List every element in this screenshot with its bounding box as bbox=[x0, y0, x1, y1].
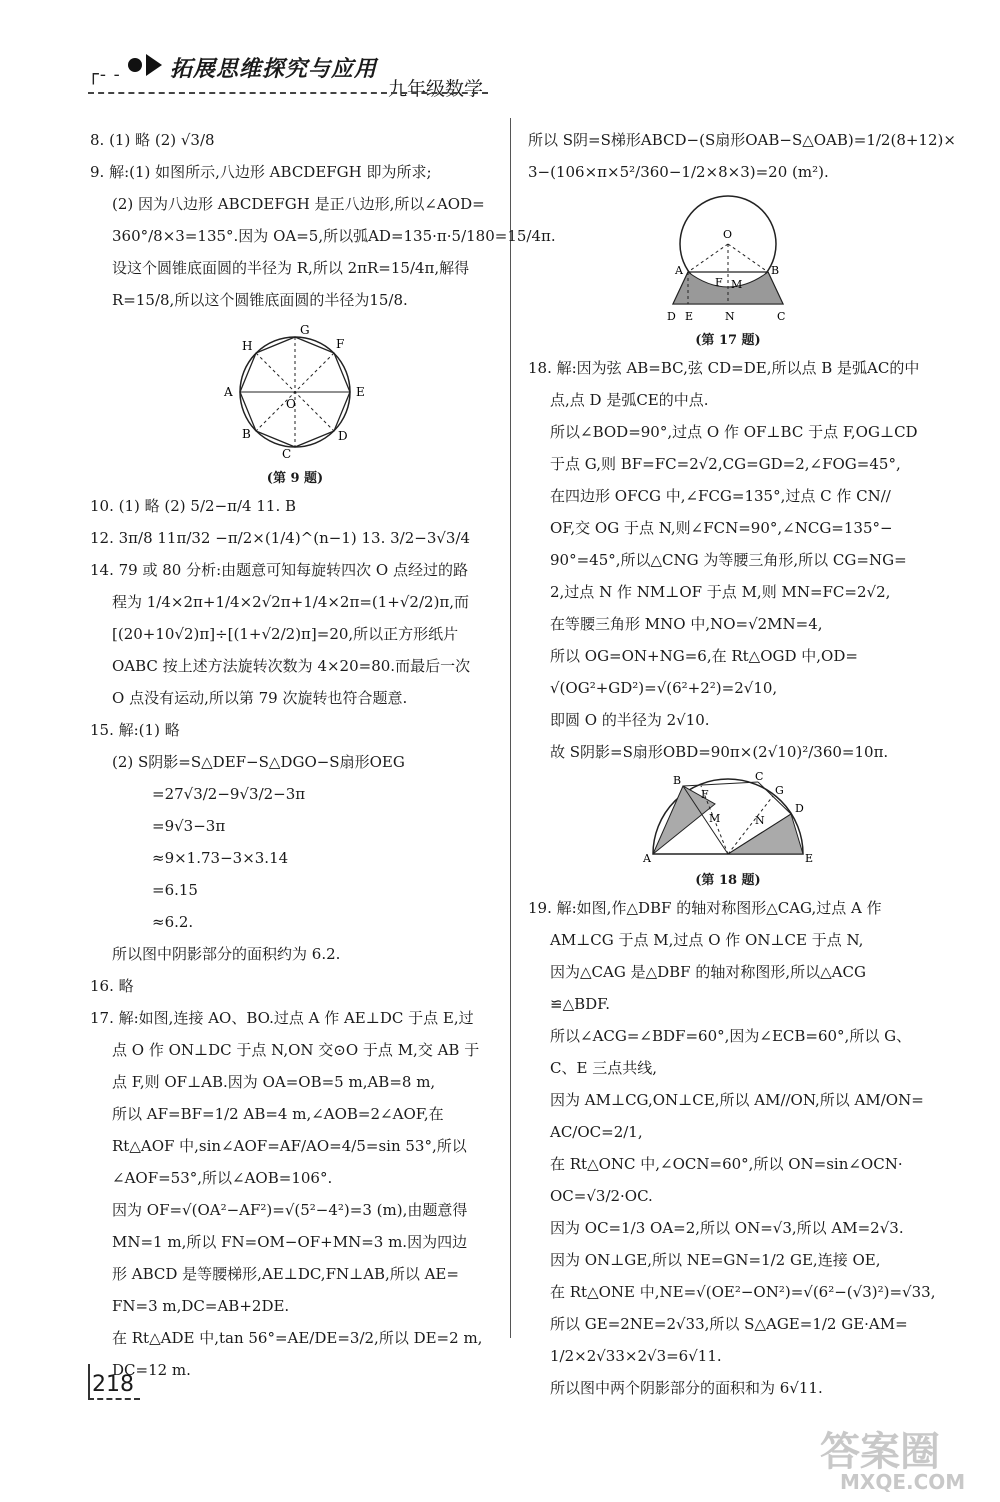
label-m: M bbox=[731, 278, 743, 291]
label-e: E bbox=[685, 310, 694, 323]
text-line: OF,交 OG 于点 N,则∠FCN=90°,∠NCG=135°− bbox=[550, 519, 893, 537]
text-line: ∠AOF=53°,所以∠AOB=106°. bbox=[112, 1169, 333, 1187]
text-line: 360°/8×3=135°.因为 OA=5,所以弧AD=135·π·5/180=15/4π. bbox=[112, 227, 556, 245]
label-c: C bbox=[777, 310, 786, 323]
answer-18: 18. 解:因为弦 AB=BC,弦 CD=DE,所以点 B 是弧AC的中 bbox=[528, 359, 920, 377]
text-line: 在 Rt△ONE 中,NE=√(OE²−ON²)=√(6²−(√3)²)=√33, bbox=[550, 1283, 936, 1301]
label-d: D bbox=[338, 429, 348, 443]
text-line: 1/2×2√33×2√3=6√11. bbox=[550, 1347, 722, 1365]
figure-18 bbox=[643, 770, 814, 865]
label-c: C bbox=[755, 770, 764, 783]
text-line: 所以 S阴=S梯形ABCD−(S扇形OAB−S△OAB)=1/2(8+12)× bbox=[528, 131, 956, 149]
text-line: 3−(106×π×5²/360−1/2×8×3)=20 (m²). bbox=[528, 163, 829, 181]
text-line: OABC 按上述方法旋转次数为 4×20=80.而最后一次 bbox=[112, 657, 471, 675]
text-line: AM⊥CG 于点 M,过点 O 作 ON⊥CE 于点 N, bbox=[550, 931, 864, 949]
label-c: C bbox=[282, 447, 292, 461]
text-line: 点 F,则 OF⊥AB.因为 OA=OB=5 m,AB=8 m, bbox=[112, 1073, 436, 1091]
text-line: 所以 AF=BF=1/2 AB=4 m,∠AOB=2∠AOF,在 bbox=[112, 1105, 444, 1123]
label-f: F bbox=[701, 788, 709, 801]
text-line: 在四边形 OFCG 中,∠FCG=135°,过点 C 作 CN// bbox=[550, 487, 891, 505]
label-e: E bbox=[805, 852, 814, 865]
text-line: 设这个圆锥底面圆的半径为 R,所以 2πR=15/4π,解得 bbox=[112, 259, 470, 277]
label-n: N bbox=[725, 310, 735, 323]
figure-9-caption: (第 9 题) bbox=[266, 471, 324, 486]
text-line: 所以 GE=2NE=2√33,所以 S△AGE=1/2 GE·AM= bbox=[550, 1315, 908, 1333]
text-line: 形 ABCD 是等腰梯形,AE⊥DC,FN⊥AB,所以 AE= bbox=[112, 1265, 459, 1283]
text-line: (2) S阴影=S△DEF−S△DGO−S扇形OEG bbox=[112, 753, 405, 771]
answer-16: 16. 略 bbox=[90, 977, 134, 995]
book-title: 拓展思维探究与应用 bbox=[170, 57, 378, 82]
label-f: F bbox=[715, 276, 723, 289]
answer-9: 9. 解:(1) 如图所示,八边形 ABCDEFGH 即为所求; bbox=[90, 163, 432, 181]
equation-line: ≈9×1.73−3×3.14 bbox=[152, 849, 289, 867]
equation-line: =9√3−3π bbox=[152, 817, 226, 835]
label-g: G bbox=[300, 323, 310, 337]
text-line: FN=3 m,DC=AB+2DE. bbox=[112, 1297, 290, 1315]
answer-15: 15. 解:(1) 略 bbox=[90, 721, 180, 739]
text-line: 所以图中两个阴影部分的面积和为 6√11. bbox=[550, 1379, 823, 1397]
page-header bbox=[88, 52, 488, 102]
label-d: D bbox=[667, 310, 676, 323]
figure-17 bbox=[663, 194, 793, 324]
figure-9 bbox=[220, 322, 370, 462]
column-divider bbox=[510, 118, 511, 1338]
label-e: E bbox=[356, 385, 365, 399]
label-o: O bbox=[723, 228, 733, 241]
text-line: C、E 三点共线, bbox=[550, 1059, 657, 1077]
label-b: B bbox=[771, 264, 780, 277]
text-line: 因为 ON⊥GE,所以 NE=GN=1/2 GE,连接 OE, bbox=[550, 1251, 881, 1269]
text-line: √(OG²+GD²)=√(6²+2²)=2√10, bbox=[550, 679, 778, 697]
label-o: O bbox=[286, 397, 296, 411]
answer-17: 17. 解:如图,连接 AO、BO.过点 A 作 AE⊥DC 于点 E,过 bbox=[90, 1009, 474, 1027]
grade-subject: 九年级数学 bbox=[388, 78, 484, 100]
label-n: N bbox=[755, 814, 765, 827]
header-dots: ┌- - bbox=[88, 64, 121, 85]
text-line: 因为△CAG 是△DBF 的轴对称图形,所以△ACG bbox=[550, 963, 866, 981]
equation-line: =6.15 bbox=[152, 881, 198, 899]
left-column bbox=[90, 124, 556, 1386]
text-line: AC/OC=2/1, bbox=[550, 1123, 643, 1141]
text-line: 90°=45°,所以△CNG 为等腰三角形,所以 CG=NG= bbox=[550, 551, 907, 569]
bullet-icon bbox=[128, 58, 142, 72]
text-line: (2) 因为八边形 ABCDEFGH 是正八边形,所以∠AOD= bbox=[112, 195, 485, 213]
header-rule bbox=[88, 92, 488, 94]
text-line: O 点没有运动,所以第 79 次旋转也符合题意. bbox=[112, 689, 408, 707]
label-d: D bbox=[795, 802, 804, 815]
text-line: R=15/8,所以这个圆锥底面圆的半径为15/8. bbox=[112, 291, 408, 309]
label-g: G bbox=[775, 784, 784, 797]
text-line: 在 Rt△ONC 中,∠OCN=60°,所以 ON=sin∠OCN· bbox=[550, 1155, 903, 1173]
text-line: 程为 1/4×2π+1/4×2√2π+1/4×2π=(1+√2/2)π,而 bbox=[112, 593, 470, 611]
watermark-url: MXQE.COM bbox=[840, 1470, 966, 1494]
answer-10-11: 10. (1) 略 (2) 5/2−π/4 11. B bbox=[90, 497, 297, 515]
text-line: 故 S阴影=S扇形OBD=90π×(2√10)²/360=10π. bbox=[550, 743, 889, 761]
text-line: [(20+10√2)π]÷[(1+√2/2)π]=20,所以正方形纸片 bbox=[112, 625, 459, 643]
answer-12-13: 12. 3π/8 11π/32 −π/2×(1/4)^(n−1) 13. 3/2−3√3/4 bbox=[90, 529, 471, 547]
text-line: 所以 OG=ON+NG=6,在 Rt△OGD 中,OD= bbox=[550, 647, 858, 665]
label-b: B bbox=[673, 774, 682, 787]
label-a: A bbox=[224, 385, 233, 399]
arrow-icon bbox=[146, 54, 162, 76]
text-line: 所以∠ACG=∠BDF=60°,因为∠ECB=60°,所以 G、 bbox=[550, 1027, 912, 1045]
label-a: A bbox=[675, 264, 683, 277]
text-line: OC=√3/2·OC. bbox=[550, 1187, 653, 1205]
label-m: M bbox=[709, 812, 721, 825]
equation-line: ≈6.2. bbox=[152, 913, 194, 931]
text-line: 点 O 作 ON⊥DC 于点 N,ON 交⊙O 于点 M,交 AB 于 bbox=[112, 1041, 480, 1059]
answer-8: 8. (1) 略 (2) √3/8 bbox=[90, 131, 215, 149]
text-line: Rt△AOF 中,sin∠AOF=AF/AO=4/5=sin 53°,所以 bbox=[112, 1137, 467, 1155]
page-number: 218 bbox=[92, 1372, 134, 1397]
answer-19: 19. 解:如图,作△DBF 的轴对称图形△CAG,过点 A 作 bbox=[528, 899, 882, 917]
figure-18-caption: (第 18 题) bbox=[695, 873, 761, 888]
equation-line: =27√3/2−9√3/2−3π bbox=[152, 785, 306, 803]
answer-14: 14. 79 或 80 分析:由题意可知每旋转四次 O 点经过的路 bbox=[90, 561, 468, 579]
label-f: F bbox=[336, 337, 345, 351]
text-line: 在 Rt△ADE 中,tan 56°=AE/DE=3/2,所以 DE=2 m, bbox=[112, 1329, 483, 1347]
text-line: MN=1 m,所以 FN=OM−OF+MN=3 m.因为四边 bbox=[112, 1233, 468, 1251]
label-h: H bbox=[242, 339, 253, 353]
text-line: 因为 OC=1/3 OA=2,所以 ON=√3,所以 AM=2√3. bbox=[550, 1219, 904, 1237]
text-line: 即圆 O 的半径为 2√10. bbox=[550, 711, 710, 729]
text-line: 所以∠BOD=90°,过点 O 作 OF⊥BC 于点 F,OG⊥CD bbox=[550, 423, 918, 441]
text-line: 所以图中阴影部分的面积约为 6.2. bbox=[112, 945, 341, 963]
text-line: DC=12 m. bbox=[112, 1361, 191, 1379]
label-b: B bbox=[242, 427, 251, 441]
text-line: 2,过点 N 作 NM⊥OF 于点 M,则 MN=FC=2√2, bbox=[550, 583, 891, 601]
figure-17-caption: (第 17 题) bbox=[695, 333, 761, 348]
text-line: 在等腰三角形 MNO 中,NO=√2MN=4, bbox=[550, 615, 823, 633]
text-line: ≌△BDF. bbox=[550, 995, 610, 1013]
text-line: 于点 G,则 BF=FC=2√2,CG=GD=2,∠FOG=45°, bbox=[550, 455, 901, 473]
label-a: A bbox=[643, 852, 651, 865]
text-line: 点,点 D 是弧CE的中点. bbox=[550, 391, 709, 409]
text-line: 因为 AM⊥CG,ON⊥CE,所以 AM//ON,所以 AM/ON= bbox=[550, 1091, 924, 1109]
watermark-logo: 答案圈 bbox=[820, 1429, 940, 1475]
right-column bbox=[528, 124, 956, 1404]
text-line: 因为 OF=√(OA²−AF²)=√(5²−4²)=3 (m),由题意得 bbox=[112, 1201, 468, 1219]
